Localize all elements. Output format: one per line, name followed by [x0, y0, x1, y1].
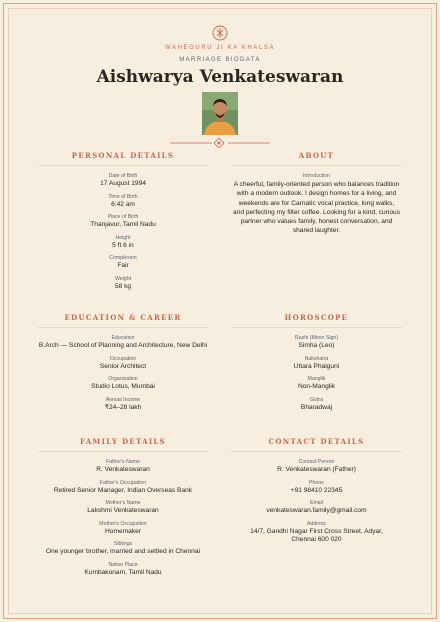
field-label: Siblings — [113, 541, 133, 548]
field-place-of-birth — [38, 213, 208, 230]
field-label: Organization — [108, 376, 138, 383]
field-label: Father's Name — [106, 459, 140, 465]
field-label: Gotra — [310, 396, 323, 403]
horoscope-heading: HOROSCOPE — [231, 313, 402, 328]
field-value: 58 kg — [114, 282, 132, 290]
field-value: Homemaker — [105, 527, 141, 535]
profile-photo — [202, 92, 238, 135]
field-value: Retired Senior Manager, Indian Overseas Bank — [53, 486, 193, 494]
field-gotra — [231, 396, 402, 413]
field-address — [231, 520, 402, 545]
field-value: B.Arch — School of Planning and Architecture, New Delhi — [38, 342, 208, 349]
family-details-heading: FAMILY DETAILS — [38, 437, 208, 452]
field-value: A cheerful, family-oriented person who balances tradition with a modern outlook. I design homes for a living, and weekends are for Carnatic vocal practice, long walks, and perfecting my filter coffee. Looking for a kind, curious partner who values family, honest conversation, and shared laughter. — [233, 181, 401, 235]
field-manglik — [231, 375, 402, 392]
field-value: 6:42 am — [111, 200, 135, 208]
field-value: One younger brother, married and settled in Chennai — [46, 548, 200, 556]
field-complexion — [38, 254, 208, 271]
field-value: Thanjavur, Tamil Nadu — [90, 221, 156, 229]
field-value: Kumbakonam, Tamil Nadu — [84, 568, 162, 576]
field-value: Senior Architect — [99, 362, 147, 370]
field-weight — [38, 275, 208, 292]
field-value: ₹24–28 lakh — [104, 403, 142, 411]
field-label: Introduction — [302, 173, 331, 179]
horoscope-section — [231, 313, 402, 416]
field-label: Date of Birth — [108, 173, 138, 179]
field-label: Place of Birth — [107, 214, 139, 221]
field-value: Lakshmi Venkateswaran — [87, 507, 159, 515]
field-email — [231, 499, 402, 516]
contact-details-heading: CONTACT DETAILS — [231, 437, 402, 452]
field-value: 17 August 1994 — [100, 180, 146, 187]
field-value: 14/7, Gandhi Nagar First Cross Street, Adyar, Chennai 600 020 — [250, 527, 383, 544]
field-value: Fair — [117, 262, 129, 270]
field-label: Education — [111, 335, 135, 341]
field-rashi — [231, 334, 402, 351]
field-label: Native Place — [108, 561, 138, 568]
field-value: +91 98410 22345 — [290, 486, 343, 494]
field-value: Uttara Phalguni — [293, 362, 340, 370]
field-date-of-birth — [38, 172, 208, 189]
field-label: Email — [310, 500, 323, 507]
field-contact-person — [231, 458, 402, 475]
personal-details-heading: PERSONAL DETAILS — [38, 151, 208, 166]
emblem-icon — [212, 25, 228, 41]
field-introduction — [231, 172, 402, 236]
about-section — [231, 151, 402, 240]
field-value: Studio Lotus, Mumbai — [91, 383, 155, 391]
field-label: Contact Person — [298, 459, 335, 465]
education-career-section — [38, 313, 208, 416]
about-heading: ABOUT — [231, 151, 402, 166]
contact-details-section — [231, 437, 402, 549]
field-label: Rashi (Moon Sign) — [295, 335, 338, 341]
diamond-ornament-icon — [170, 138, 270, 148]
personal-details-section — [38, 151, 208, 296]
field-label: Mother's Occupation — [99, 520, 147, 527]
field-phone — [231, 479, 402, 496]
field-value: 5 ft 6 in — [112, 241, 134, 249]
candidate-name: Aishwarya Venkateswaran — [96, 67, 344, 87]
field-native-place — [38, 561, 208, 578]
field-label: Mother's Name — [105, 500, 141, 507]
field-value: R. Venkateswaran — [96, 466, 150, 473]
document-type: MARRIAGE BIODATA — [179, 57, 261, 63]
field-value: Bharadwaj — [300, 403, 333, 411]
field-fathers-name — [38, 458, 208, 475]
field-nakshatra — [231, 355, 402, 372]
field-annual-income — [38, 396, 208, 413]
field-value: R. Venkateswaran (Father) — [277, 466, 356, 473]
field-value: Simha (Leo) — [298, 342, 335, 349]
field-label: Phone — [308, 479, 324, 486]
motto: WAHEGURU JI KA KHALSA — [164, 45, 276, 51]
field-label: Annual Income — [105, 396, 141, 403]
field-label: Nakshatra — [304, 355, 329, 362]
field-occupation — [38, 355, 208, 372]
field-label: Address — [306, 520, 327, 527]
field-value: venkateswaran.family@gmail.com — [266, 507, 367, 515]
field-label: Occupation — [109, 355, 137, 362]
field-mothers-occupation — [38, 520, 208, 537]
education-career-heading: EDUCATION & CAREER — [38, 313, 208, 328]
field-label: Weight — [114, 275, 132, 282]
field-height — [38, 234, 208, 251]
field-label: Complexion — [109, 255, 137, 262]
field-mothers-name — [38, 499, 208, 516]
field-label: Manglik — [307, 376, 326, 383]
field-value: Non-Manglik — [297, 383, 335, 391]
field-siblings — [38, 540, 208, 557]
field-label: Height — [115, 234, 131, 241]
field-label: Father's Occupation — [99, 479, 147, 486]
field-education — [38, 334, 208, 351]
field-fathers-occupation — [38, 479, 208, 496]
field-time-of-birth — [38, 193, 208, 210]
field-organization — [38, 375, 208, 392]
family-details-section — [38, 437, 208, 582]
field-label: Time of Birth — [108, 193, 138, 200]
